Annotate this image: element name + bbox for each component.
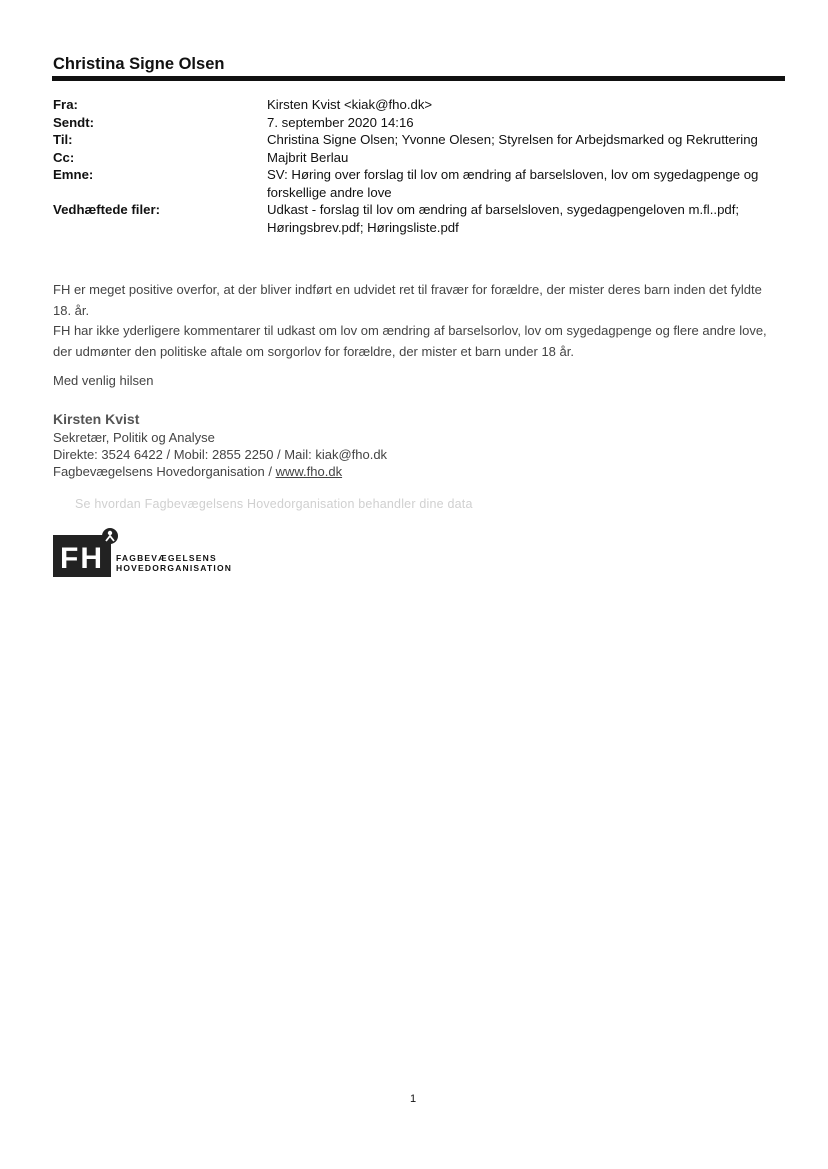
fh-logo-mark — [53, 535, 111, 577]
body-paragraph: FH har ikke yderligere kommentarer til udkast om lov om ændring af barselsorlov, lov om sygedagpenge og flere andre love, der udmønter den politiske aftale om sorgorlov for forældre, der mister et barn under 18 år. — [53, 323, 767, 359]
header-label: Fra: — [53, 97, 78, 112]
greeting: Med venlig hilsen — [53, 373, 154, 388]
email-header — [53, 96, 793, 236]
header-value: SV: Høring over forslag til lov om ændring af barselsloven, lov om sygedagpenge og forskellige andre love — [267, 167, 759, 200]
header-row-to — [53, 131, 793, 149]
logo-line2: HOVEDORGANISATION — [116, 563, 233, 573]
logo-line1: FAGBEVÆGELSENS — [116, 553, 217, 563]
owner-name: Christina Signe Olsen — [53, 55, 225, 73]
fh-logo-figure-icon — [101, 527, 119, 545]
page-number: 1 — [410, 1093, 417, 1105]
signature — [53, 410, 387, 480]
body-paragraph: FH er meget positive overfor, at der bliver indført en udvidet ret til fravær for forældre, der mister deres barn inden det fyldte 18. år. — [53, 282, 762, 318]
header-rule — [52, 76, 785, 81]
privacy-link[interactable]: Se hvordan Fagbevægelsens Hovedorganisation behandler dine data — [75, 497, 473, 511]
signature-contact: Direkte: 3524 6422 / Mobil: 2855 2250 / Mail: kiak@fho.dk — [53, 447, 388, 462]
fh-logo — [53, 535, 232, 577]
header-row-sent — [53, 114, 793, 132]
header-row-subject — [53, 166, 793, 201]
header-label: Til: — [53, 132, 73, 147]
signature-name: Kirsten Kvist — [53, 411, 140, 427]
fh-logo-text — [116, 553, 232, 573]
header-row-cc — [53, 149, 793, 167]
header-value: Udkast - forslag til lov om ændring af barselsloven, sygedagpengeloven m.fl..pdf; Høringsbrev.pdf; Høringsliste.pdf — [267, 202, 740, 235]
header-label: Sendt: — [53, 114, 95, 130]
signature-title: Sekretær, Politik og Analyse — [53, 430, 215, 445]
header-value: Majbrit Berlau — [267, 149, 349, 165]
header-value: 7. september 2020 14:16 — [267, 114, 414, 130]
header-value: Christina Signe Olsen; Yvonne Olesen; Styrelsen for Arbejdsmarked og Rekruttering — [267, 132, 758, 147]
header-row-attachments — [53, 201, 793, 236]
signature-org — [53, 463, 387, 480]
org-website-link[interactable]: www.fho.dk — [275, 464, 343, 479]
header-value: Kirsten Kvist <kiak@fho.dk> — [267, 97, 433, 112]
header-label: Cc: — [53, 149, 75, 165]
header-label: Emne: — [53, 167, 94, 182]
svg-text:FH: FH — [60, 542, 104, 575]
header-row-from — [53, 96, 793, 114]
email-body — [53, 280, 783, 362]
header-label: Vedhæftede filer: — [53, 202, 160, 217]
signature-org-name: Fagbevægelsens Hovedorganisation / — [53, 464, 276, 479]
